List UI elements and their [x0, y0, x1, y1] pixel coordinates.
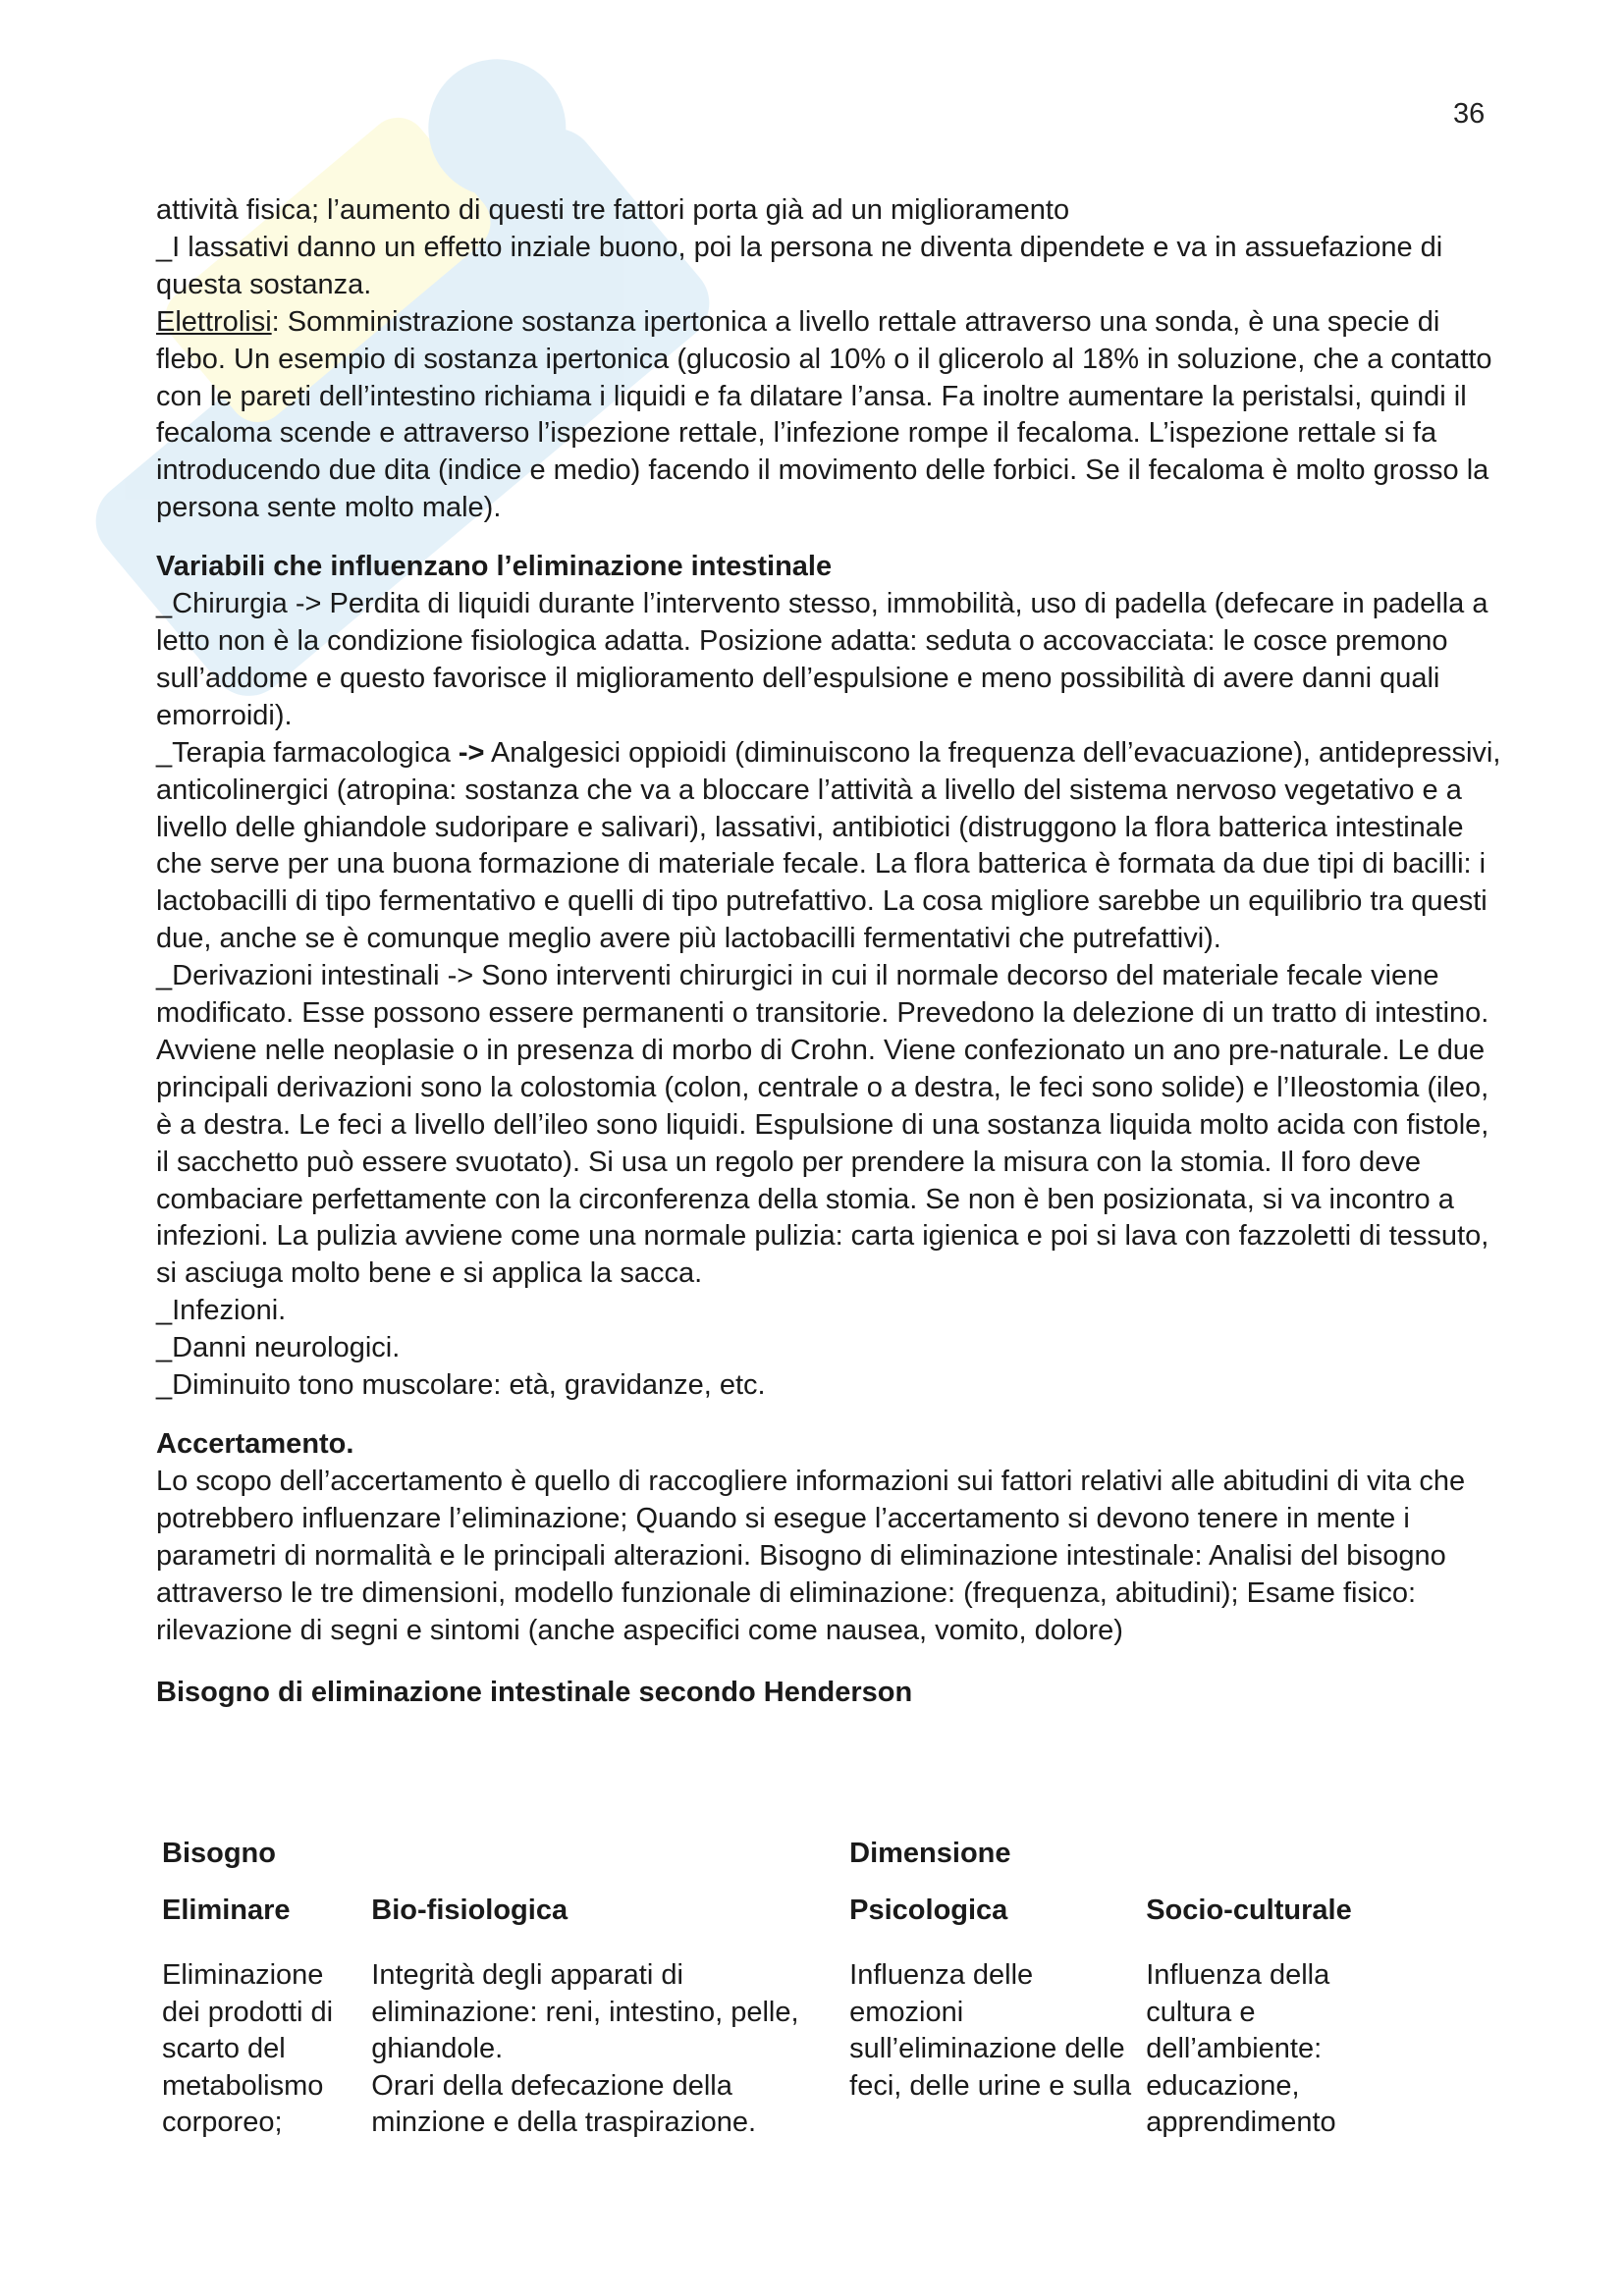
empty-header-cell	[1140, 1836, 1403, 1893]
terapia-paragraph	[156, 735, 1501, 958]
cell-bio-fisiologica-line2: Orari della defecazione della minzione e della traspirazione.	[371, 2069, 757, 2139]
lassativi-paragraph: _I lassativi danno un effetto inziale buono, poi la persona ne diventa dipendete e va in assuefazione di questa sostanza.	[156, 231, 1443, 300]
danni-item: _Danni neurologici.	[156, 1332, 401, 1364]
cell-bio-fisiologica-line1: Integrità degli apparati di eliminazione: reni, intestino, pelle, ghiandole.	[371, 1959, 799, 2065]
terapia-arrow: ->	[458, 736, 485, 769]
empty-header-cell	[365, 1836, 843, 1893]
terapia-label: _Terapia farmacologica	[156, 736, 459, 769]
elettrolisi-label: Elettrolisi	[156, 305, 272, 338]
infezioni-item: _Infezioni.	[156, 1295, 287, 1327]
page-number: 36	[1453, 98, 1486, 130]
dimensione-header: Dimensione	[849, 1838, 1011, 1869]
accertamento-heading: Accertamento.	[156, 1428, 354, 1460]
derivazioni-paragraph: _Derivazioni intestinali -> Sono interventi chirurgici in cui il normale decorso del materiale fecale viene modificato. Esse possono essere permanenti o transitorie. Prevedono la delezione di un tratto di intestino. Avviene nelle neoplasie o in presenza di morbo di Crohn. Viene confezionato un ano pre-naturale. Le due principali derivazioni sono la colostomia (colon, centrale o a destra, le feci sono solide) e l’Ileostomia (ileo, è a destra. Le feci a livello dell’ileo sono liquidi. Espulsione di una sostanza liquida molto acida con fistole, il sacchetto può essere svuotato). Si usa un regolo per prendere la misura con la stomia. Il foro deve combaciare perfettamente con la circonferenza della stomia. Se non è ben posizionata, si va incontro a infezioni. La pulizia avviene come una normale pulizia: carta igienica e poi si lava con fazzoletti di tessuto, si asciuga molto bene e si applica la sacca.	[156, 960, 1489, 1290]
cell-socio-culturale: Influenza della cultura e dell’ambiente: educazione, apprendimento	[1146, 1959, 1336, 2139]
col-header-psicologica: Psicologica	[849, 1895, 1008, 1926]
cell-eliminare: Eliminazione dei prodotti di scarto del metabolismo corporeo;	[162, 1959, 334, 2139]
cell-bio-fisiologica	[365, 1949, 843, 2142]
henderson-heading: Bisogno di eliminazione intestinale secondo Henderson	[156, 1677, 913, 1709]
intro-line: attività fisica; l’aumento di questi tre fattori porta già ad un miglioramento	[156, 194, 1070, 226]
chirurgia-paragraph: _Chirurgia -> Perdita di liquidi durante l’intervento stesso, immobilità, uso di padella (defecare in padella a letto non è la condizione fisiologica adatta. Posizione adatta: seduta o accovacciata: le cosce premono sull’addome e questo favorisce il miglioramento dell’espulsione e meno possibilità di avere danni quali emorroidi).	[156, 588, 1488, 731]
tono-item: _Diminuito tono muscolare: età, gravidanze, etc.	[156, 1369, 766, 1402]
terapia-text: Analgesici oppioidi (diminuiscono la frequenza dell’evacuazione), antidepressivi, anticolinergici (atropina: sostanza che va a bloccare l’attività a livello del sistema nervoso vegetativo e a livello delle ghiandole sudoripare e salivari), lassativi, antibiotici (distruggono la flora batterica intestinale che serve per una buona formazione di materiale fecale. La flora batterica è formata da due tipi di bacilli: i lactobacilli di tipo fermentativo e quelli di tipo putrefattivo. La cosa migliore sarebbe un equilibrio tra questi due, anche se è comunque meglio avere più lactobacilli fermentativi che putrefattivi).	[156, 736, 1501, 955]
col-header-socio-culturale: Socio-culturale	[1146, 1895, 1352, 1926]
cell-psicologica: Influenza delle emozioni sull’eliminazione delle feci, delle urine e sulla	[849, 1959, 1132, 2102]
bisogno-header: Bisogno	[162, 1838, 276, 1869]
document-body	[156, 192, 1501, 1712]
elettrolisi-paragraph	[156, 304, 1501, 527]
col-header-bio-fisiologica: Bio-fisiologica	[371, 1895, 568, 1926]
accertamento-paragraph: Lo scopo dell’accertamento è quello di raccogliere informazioni sui fattori relativi alle abitudini di vita che potrebbero influenzare l’eliminazione; Quando si esegue l’accertamento si devono tenere in mente i parametri di normalità e le principali alterazioni. Bisogno di eliminazione intestinale: Analisi del bisogno attraverso le tre dimensioni, modello funzionale di eliminazione: (frequenza, abitudini); Esame fisico: rilevazione di segni e sintomi (anche aspecifici come nausea, vomito, dolore)	[156, 1465, 1466, 1646]
variabili-heading: Variabili che influenzano l’eliminazione intestinale	[156, 551, 833, 583]
table-column-header-row	[156, 1893, 1403, 1949]
col-header-eliminare: Eliminare	[162, 1895, 291, 1926]
henderson-table	[156, 1836, 1403, 2142]
table-row	[156, 1949, 1403, 2142]
table-top-header-row	[156, 1836, 1403, 1893]
elettrolisi-text: : Somministrazione sostanza ipertonica a livello rettale attraverso una sonda, è una specie di flebo. Un esempio di sostanza ipertonica (glucosio al 10% o il glicerolo al 18% in soluzione, che a contatto con le pareti dell’intestino richiama i liquidi e fa dilatare l’ansa. Fa inoltre aumentare la peristalsi, quindi il fecaloma scende e attraverso l’ispezione rettale, l’infezione rompe il fecaloma. L’ispezione rettale si fa introducendo due dita (indice e medio) facendo il movimento delle forbici. Se il fecaloma è molto grosso la persona sente molto male).	[156, 305, 1492, 524]
